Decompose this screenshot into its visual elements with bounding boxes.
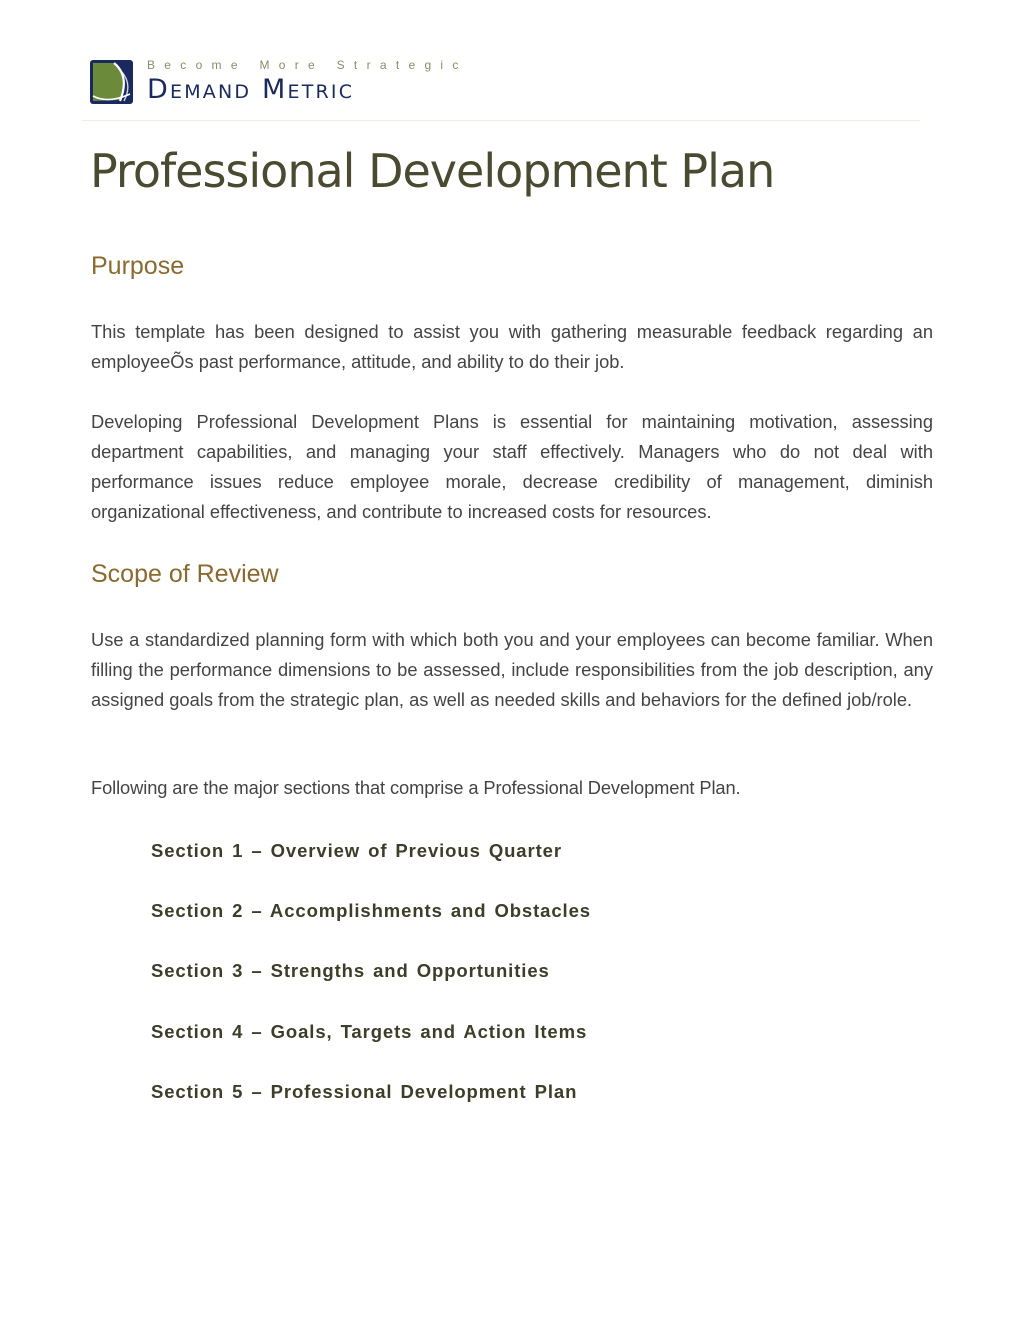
sections-intro: Following are the major sections that comprise a Professional Development Plan. xyxy=(91,777,741,798)
brand-name: Demand Metric xyxy=(147,74,355,105)
plan-section-3: Section 3 – Strengths and Opportunities xyxy=(151,960,550,982)
page-header xyxy=(90,58,468,106)
purpose-paragraph-1: This template has been designed to assist you with gathering measurable feedback regarding an employeeÕs past performance, attitude, and ability to do their job. xyxy=(91,321,933,373)
header-divider xyxy=(82,120,920,121)
plan-sections-list xyxy=(151,838,591,1139)
plan-section-4: Section 4 – Goals, Targets and Action Items xyxy=(151,1020,588,1042)
scope-paragraph-1: Use a standardized planning form with which both you and your employees can become familiar. When filling the performance dimensions to be assessed, include responsibilities from the job description, any assigned goals from the strategic plan, as well as needed skills and behaviors for the defined job/role. xyxy=(91,629,933,711)
plan-section-1: Section 1 – Overview of Previous Quarter xyxy=(151,840,562,861)
page-title: Professional Development Plan xyxy=(90,144,775,198)
brand-block xyxy=(147,58,468,104)
purpose-paragraph-2: Developing Professional Development Plans is essential for maintaining motivation, assessing department capabilities, and managing your staff effectively. Managers who do not deal with performance issues reduce employee morale, decrease credibility of management, diminish organizational effectiveness, and contribute to increased costs for resources. xyxy=(91,411,933,523)
scope-of-review-heading: Scope of Review xyxy=(91,560,279,588)
plan-section-2: Section 2 – Accomplishments and Obstacles xyxy=(151,900,591,922)
brand-tagline: Become More Strategic xyxy=(147,58,468,72)
purpose-heading: Purpose xyxy=(91,252,185,280)
plan-section-5: Section 5 – Professional Development Plan xyxy=(151,1080,578,1102)
demand-metric-logo-icon xyxy=(90,60,133,104)
